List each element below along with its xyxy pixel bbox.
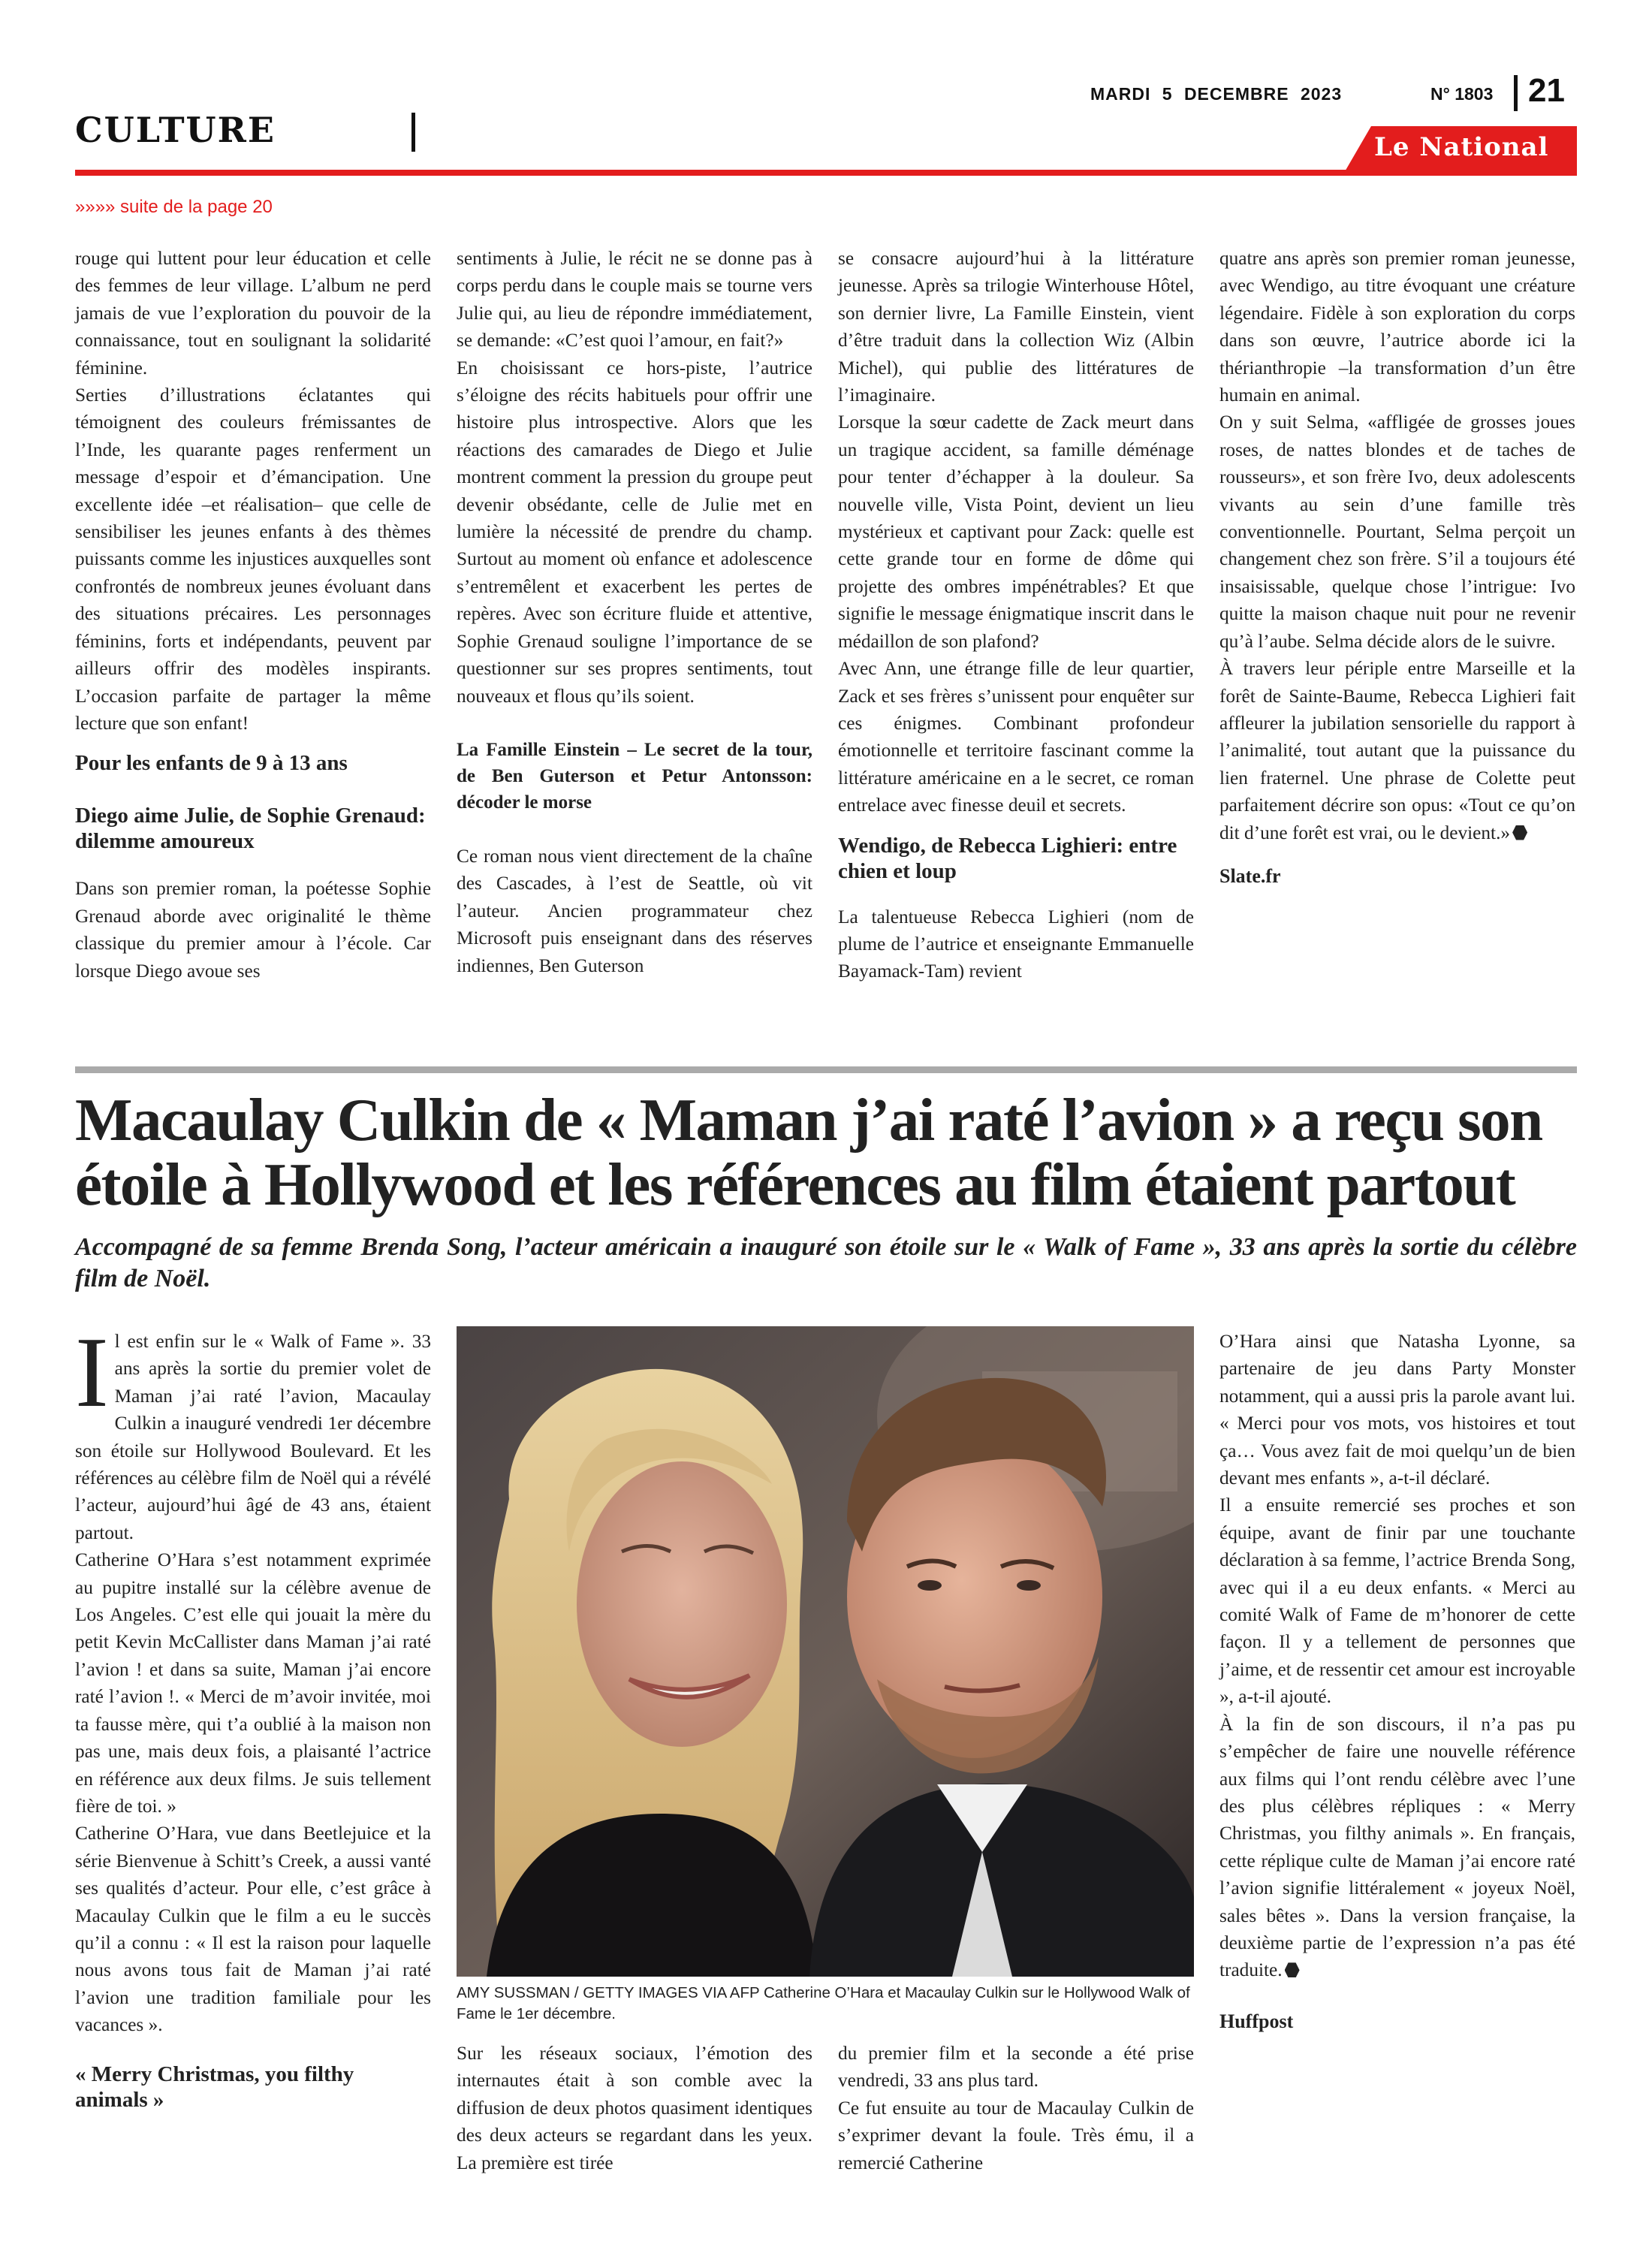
header-divider <box>411 113 415 152</box>
section-title: CULTURE <box>75 110 276 150</box>
photo-illustration <box>457 1326 1194 1977</box>
article-photo <box>457 1326 1194 1977</box>
paragraph: La talentueuse Rebecca Lighieri (nom de plume de l’autrice et enseignante Emmanuelle Bayamack-Tam) revient <box>838 906 1194 982</box>
paragraph: Dans son premier roman, la poétesse Sophie Grenaud aborde avec originalité le thème classique du premier amour à l’école. Car lorsque Diego avoue ses <box>75 878 431 982</box>
article-source: Slate.fr <box>1219 864 1281 887</box>
main-article-column-4 <box>1219 1328 1575 2035</box>
paragraph-text: À la fin de son discours, il n’a pas pu s’empêcher de faire une nouvelle référence aux films qui l’ont rendu célèbre avec l’une des plus célèbres répliques : « Merry Christmas, you filthy animals ». En français, cette réplique culte de Maman j’ai encore raté l’avion signifie littéralement « joyeux Noël, sales bêtes ». Dans la version française, la deuxième partie de l’expression n’a pas été traduite. <box>1219 1713 1575 1981</box>
top-article-column-3 <box>838 245 1194 985</box>
end-of-article-mark <box>1285 1962 1300 1977</box>
paragraph: O’Hara ainsi que Natasha Lyonne, sa partenaire de jeu dans Party Monster notamment, qui a aussi pris la parole avant lui. « Merci pour vos mots, vos histoires et tout ça… Vous avez fait de moi quelqu’un de bien devant mes enfants », a-t-il déclaré. <box>1219 1331 1575 1489</box>
paragraph: Catherine O’Hara, vue dans Beetlejuice et la série Bienvenue à Schitt’s Creek, a aussi vanté ses qualités d’acteur. Pour elle, c’est grâce à Macaulay Culkin que le film a eu le succès qu’il a connu : « Il est la raison pour laquelle nous avons tous fait de Maman j’ai raté l’avion une tradition familiale pour les vacances ». <box>75 1823 431 2036</box>
publication-name: Le National <box>1374 132 1549 162</box>
main-article-column-1 <box>75 1317 431 2113</box>
paragraph: quatre ans après son premier roman jeunesse, avec Wendigo, au titre évoquant une créature légendaire. Fidèle à son exploration du corps dans son œuvre, l’autrice aborde ici la thérianthropie –la transformation d’un être humain en animal. <box>1219 248 1575 406</box>
page-number: 21 <box>1528 72 1565 109</box>
subheading: « Merry Christmas, you filthy animals » <box>75 2061 354 2112</box>
paragraph: On y suit Selma, «affligée de grosses joues roses, de nattes blondes et de taches de rousseurs», et son frère Ivo, deux adolescents vivants au sein d’une famille très conventionnelle. Pourtant, Selma perçoit un changement chez son frère. S’il a toujours été insaisissable, quelque chose l’intrigue: Ivo quitte la maison chaque nuit pour ne revenir qu’à l’aube. Selma décide alors de le suivre. <box>1219 412 1575 652</box>
paragraph: Il a ensuite remercié ses proches et son équipe, avant de finir par une touchante déclaration à sa femme, l’actrice Brenda Song, avec qui il a eu deux enfants. « Merci au comité Walk of Fame de m’honorer de cette façon. Il y a tellement de personnes que j’aime, et de ressentir cet amour est incroyable », a-t-il ajouté. <box>1219 1494 1575 1708</box>
paragraph-text: À travers leur périple entre Marseille et la forêt de Sainte-Baume, Rebecca Lighieri fait affleurer la jubilation sensorielle du rapport à l’animalité, tout autant que la puissance du lien fraternel. Une phrase de Colette peut parfaitement décrire son opus: «Tout ce qu’on dit d’une forêt est vrai, ou le devient.» <box>1219 658 1575 843</box>
main-article-column-2 <box>457 2040 812 2176</box>
section-heading: Pour les enfants de 9 à 13 ans <box>75 751 348 776</box>
issue-date: MARDI 5 DECEMBRE 2023 <box>1090 84 1343 104</box>
paragraph: Ce fut ensuite au tour de Macaulay Culkin de s’exprimer devant la foule. Très ému, il a remercié Catherine <box>838 2097 1194 2173</box>
page-number-divider <box>1514 75 1518 111</box>
paragraph: Avec Ann, une étrange fille de leur quartier, Zack et ses frères s’unissent pour enquêter sur ces énigmes. Combinant profondeur émotionnelle et territoire fascinant comme la littérature américaine en a le secret, ce roman entrelace avec finesse deuil et secrets. <box>838 658 1194 816</box>
end-of-article-mark <box>1512 825 1527 840</box>
book-title-diego: Diego aime Julie, de Sophie Grenaud: dilemme amoureux <box>75 804 426 854</box>
paragraph: sentiments à Julie, le récit ne se donne pas à corps perdu dans le couple mais se tourne vers Julie qui, au lieu de répondre immédiatement, se demande: «C’est quoi l’amour, en fait?» <box>457 248 812 351</box>
paragraph <box>1219 1711 1575 1984</box>
issue-number: N° 1803 <box>1430 84 1494 104</box>
headline: Macaulay Culkin de « Maman j’ai raté l’avion » a reçu son étoile à Hollywood et les références au film étaient partout <box>75 1086 1542 1218</box>
book-title-einstein: La Famille Einstein – Le secret de la tour, de Ben Guterson et Petur Antonsson: décoder le morse <box>457 739 812 813</box>
book-title-wendigo: Wendigo, de Rebecca Lighieri: entre chien et loup <box>838 833 1177 883</box>
paragraph: Sur les réseaux sociaux, l’émotion des internautes était à son comble avec la diffusion de deux photos quasiment identiques des deux acteurs se regardant dans les yeux. La première est tirée <box>457 2043 812 2173</box>
paragraph: se consacre aujourd’hui à la littérature jeunesse. Après sa trilogie Winterhouse Hôtel, son dernier livre, La Famille Einstein, vient d’être traduit dans la collection Wiz (Albin Michel), qui publie des littératures de l’imaginaire. <box>838 248 1194 406</box>
paragraph: En choisissant ce hors-piste, l’autrice s’éloigne des récits habituels pour offrir une histoire plus introspective. Alors que les réactions des camarades de Diego et Julie montrent comment la pression du groupe peut devenir obsédante, celle de Julie met en lumière la nécessité de prendre du champ. Surtout au moment où enfance et adolescence s’entremêlent et exacerbent les pertes de repères. Avec son écriture fluide et attentive, Sophie Grenaud souligne l’importance de se questionner sur ses propres sentiments, tout nouveaux et flous qu’ils soient. <box>457 357 812 707</box>
article-separator <box>75 1066 1577 1073</box>
paragraph: Serties d’illustrations éclatantes qui témoignent des couleurs frémissantes de l’Inde, les quarante pages renferment un message d’espoir et d’émancipation. Une excellente idée –et réalisation– que celle de sensibiliser les jeunes enfants à des thèmes puissants comme les injustices auxquelles sont confrontés de nombreux jeunes évoluant dans des situations précaires. Les personnages féminins, forts et indépendants, peuvent par ailleurs offrir des modèles inspirants. L’occasion parfaite de partager la même lecture que son enfant! <box>75 385 431 734</box>
article-source: Huffpost <box>1219 2010 1294 2032</box>
paragraph <box>75 1317 431 1546</box>
paragraph: du premier film et la seconde a été prise vendredi, 33 ans plus tard. <box>838 2043 1194 2092</box>
paragraph: Ce roman nous vient directement de la chaîne des Cascades, à l’est de Seattle, où vit l’auteur. Ancien programmateur chez Microsoft puis enseignant dans des réserves indiennes, Ben Guterson <box>457 845 812 976</box>
paragraph: rouge qui luttent pour leur éducation et celle des femmes de leur village. L’album ne perd jamais de vue l’exploration du pouvoir de la connaissance, tout en soulignant la solidarité féminine. <box>75 248 431 379</box>
top-article-column-2 <box>457 245 812 979</box>
main-article-column-3 <box>838 2040 1194 2176</box>
top-article-column-4 <box>1219 245 1575 890</box>
photo-caption: AMY SUSSMAN / GETTY IMAGES VIA AFP Catherine O’Hara et Macaulay Culkin sur le Hollywood Walk of Fame le 1er décembre. <box>457 1984 1190 2022</box>
paragraph <box>1219 655 1575 846</box>
drop-cap: I <box>75 1317 109 1428</box>
top-article-column-1 <box>75 245 431 985</box>
continued-from-link[interactable]: »»»» suite de la page 20 <box>75 197 273 217</box>
paragraph: Catherine O’Hara s’est notamment exprimée au pupitre installé sur la célèbre avenue de Los Angeles. C’est elle qui jouait la mère du petit Kevin McCallister dans Maman j’ai raté l’avion ! et dans sa suite, Maman j’ai encore raté l’avion !. « Merci de m’avoir invitée, moi ta fausse mère, qui t’a oublié à la maison non pas une, mais deux fois, a plaisanté l’actrice en référence aux deux films. Je suis tellement fière de toi. » <box>75 1549 431 1817</box>
paragraph: Lorsque la sœur cadette de Zack meurt dans un tragique accident, sa famille déménage pour tenter d’échapper à la douleur. Sa nouvelle ville, Vista Point, devient un lieu mystérieux et captivant pour Zack: quelle est cette grande tour en forme de dôme qui projette des ombres impénétrables? Et que signifie le message énigmatique inscrit dans le médaillon de son plafond? <box>838 412 1194 652</box>
paragraph-text: l est enfin sur le « Walk of Fame ». 33 ans après la sortie du premier volet de Maman j’ai raté l’avion, Macaulay Culkin a inauguré vendredi 1er décembre son étoile sur Hollywood Boulevard. Et les références au célèbre film de Noël qui a révélé l’acteur, aujourd’hui âgé de 43 ans, étaient partout. <box>75 1331 431 1543</box>
standfirst: Accompagné de sa femme Brenda Song, l’acteur américain a inauguré son étoile sur le « Walk of Fame », 33 ans après la sortie du célèbre film de Noël. <box>75 1233 1577 1292</box>
